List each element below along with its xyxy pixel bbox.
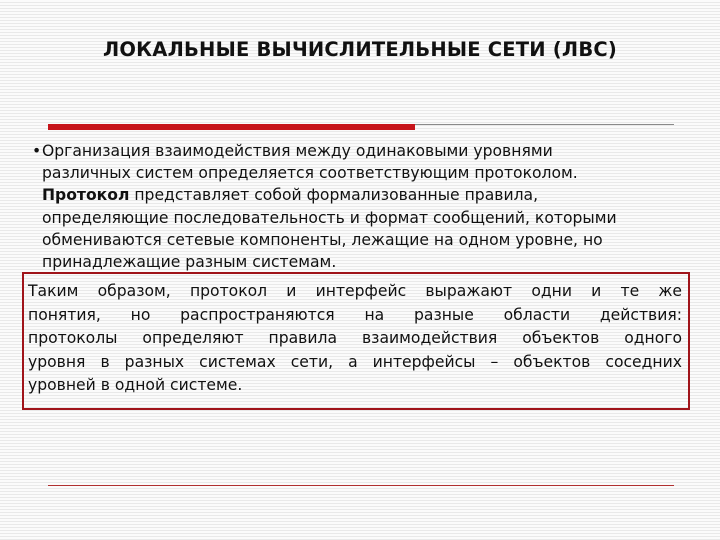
bullet-paragraph <box>32 140 692 273</box>
bullet-line-2: различных систем определяется соответствующим протоколом. <box>42 164 578 183</box>
bullet-line-6: принадлежащие разным системам. <box>42 253 337 272</box>
summary-paragraph <box>28 280 682 398</box>
footer-divider <box>48 485 674 486</box>
summary-line-5: уровней в одной системе. <box>28 376 243 394</box>
bullet-icon: • <box>32 142 42 160</box>
slide-title: ЛОКАЛЬНЫЕ ВЫЧИСЛИТЕЛЬНЫЕ СЕТИ (ЛВС) <box>102 38 618 61</box>
summary-line-4: уровня в разных системах сети, а интерфейсы – объектов соседних <box>28 352 682 371</box>
bullet-text-3: представляет собой формализованные правила, <box>129 186 539 205</box>
summary-line-1: Таким образом, протокол и интерфейс выражают одни и те же <box>28 282 682 300</box>
summary-line-2: понятия, но распространяются на разные области действия: <box>28 305 682 324</box>
header-divider-accent <box>48 124 415 130</box>
bullet-line-3 <box>32 184 692 206</box>
bullet-line-5: обмениваются сетевые компоненты, лежащие на одном уровне, но <box>42 230 603 249</box>
bullet-line-1 <box>32 140 692 162</box>
summary-line-3: протоколы определяют правила взаимодействия объектов одного <box>28 329 682 347</box>
bullet-line-4: определяющие последовательность и формат сообщений, которыми <box>42 208 617 227</box>
protocol-term: Протокол <box>42 186 130 205</box>
bullet-text-1: Организация взаимодействия между одинаковыми уровнями <box>42 142 553 160</box>
